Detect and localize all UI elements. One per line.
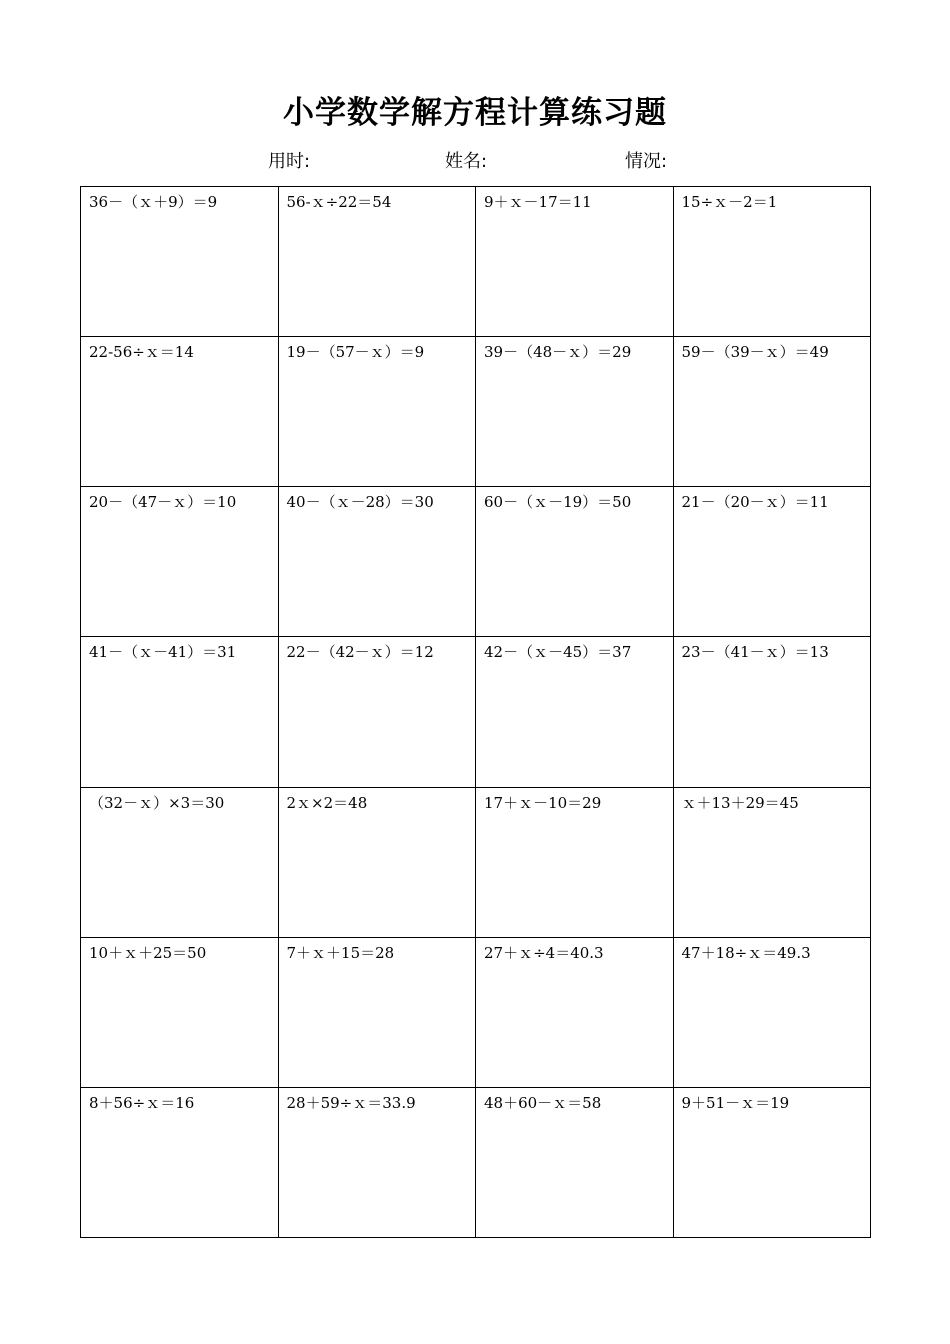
problem-cell: 19－（57－ｘ）＝9 [279,337,477,487]
problem-cell: 36－（ｘ＋9）＝9 [81,187,279,337]
problem-cell: 56-ｘ÷22＝54 [279,187,477,337]
problem-cell: 9＋ｘ－17＝11 [476,187,674,337]
student-name-label: 姓名: [445,151,488,172]
problem-cell: 9＋51－ｘ＝19 [674,1088,872,1238]
problem-cell: 23－（41－ｘ）＝13 [674,637,872,787]
problem-cell: 7＋ｘ＋15＝28 [279,938,477,1088]
problem-cell: 21－（20－ｘ）＝11 [674,487,872,637]
problem-cell: ｘ＋13＋29＝45 [674,788,872,938]
problem-cell: 47＋18÷ｘ＝49.3 [674,938,872,1088]
problem-cell: 20－（47－ｘ）＝10 [81,487,279,637]
problem-cell: （32－ｘ）×3＝30 [81,788,279,938]
problem-grid [80,186,871,1238]
problem-cell: 27＋ｘ÷4＝40.3 [476,938,674,1088]
problem-cell: 39－（48－ｘ）＝29 [476,337,674,487]
problem-cell: 59－（39－ｘ）＝49 [674,337,872,487]
problem-cell: 48＋60－ｘ＝58 [476,1088,674,1238]
problem-cell: 40－（ｘ－28）＝30 [279,487,477,637]
problem-cell: 42－（ｘ－45）＝37 [476,637,674,787]
problem-cell: 22-56÷ｘ＝14 [81,337,279,487]
problem-cell: 17＋ｘ－10＝29 [476,788,674,938]
problem-cell: 60－（ｘ－19）＝50 [476,487,674,637]
worksheet-title: 小学数学解方程计算练习题 [283,95,667,131]
problem-cell: 8＋56÷ｘ＝16 [81,1088,279,1238]
problem-cell: 2ｘ×2＝48 [279,788,477,938]
time-used-label: 用时: [268,151,311,172]
problem-cell: 41－（ｘ－41）＝31 [81,637,279,787]
problem-cell: 28＋59÷ｘ＝33.9 [279,1088,477,1238]
problem-cell: 22－（42－ｘ）＝12 [279,637,477,787]
problem-cell: 10＋ｘ＋25＝50 [81,938,279,1088]
status-label: 情况: [625,151,668,172]
problem-cell: 15÷ｘ－2＝1 [674,187,872,337]
